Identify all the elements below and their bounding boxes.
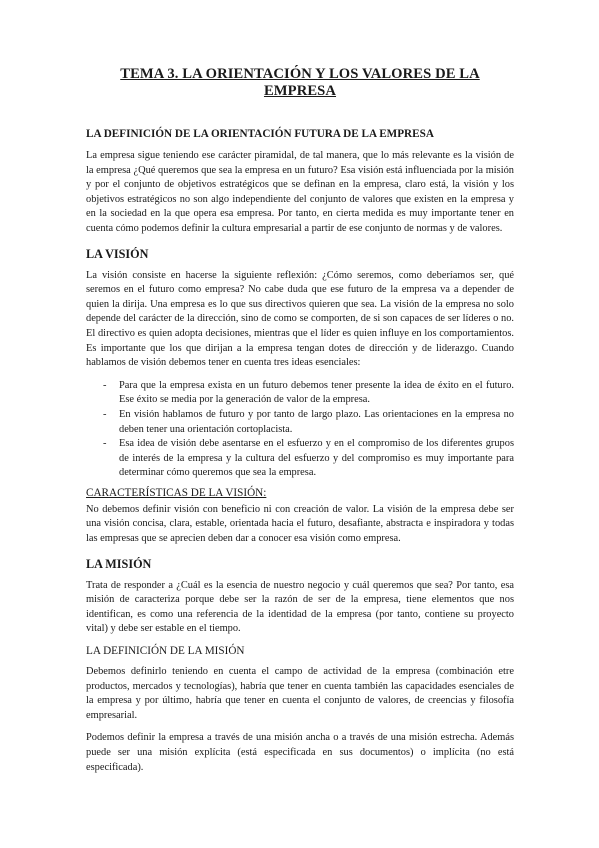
list-item <box>86 408 514 437</box>
paragraph-definicion-mision-1: Debemos definirlo teniendo en cuenta el campo de actividad de la empresa (combinación etre productos, mercados y tecnologías), habría que tener en cuenta también las capacidades esenciales de la empresa y por último, habría que tener en cuenta el conjunto de valores, de creencias y filosofía empresarial. <box>86 666 514 721</box>
list-item-text: Para que la empresa exista en un futuro debemos tener presente la idea de éxito en el futuro. Ese éxito se media por la generación de valor de la empresa. <box>119 379 514 406</box>
bullet-dash: - <box>103 438 107 450</box>
paragraph-definicion-futura: La empresa sigue teniendo ese carácter piramidal, de tal manera, que lo más relevante es la visión de la empresa ¿Qué queremos que sea la empresa en un futuro? Esa visión está influenciada por la misión y por el conjunto de objetivos estratégicos que se definan en la empresa, claro está, la visión y los objetivos estratégicos no son algo independiente del conjunto de valores que existen en la empresa y en la sociedad en la que opera esa empresa. Por tanto, en cierta medida es muy importante tener en cuenta cómo podemos definir la cultura empresarial a partir de ese conjunto de normas y de valores. <box>86 150 514 234</box>
vision-ideas-list <box>86 379 514 481</box>
section-heading-definicion-mision: LA DEFINICIÓN DE LA MISIÓN <box>86 645 245 658</box>
section-heading-definicion-futura: LA DEFINICIÓN DE LA ORIENTACIÓN FUTURA DE LA EMPRESA <box>86 128 434 140</box>
paragraph-caracteristicas: No debemos definir visión con beneficio ni con creación de valor. La visión de la empresa debe ser una visión concisa, clara, estable, orientada hacia el futuro, desafiante, abstracta e inspiradora y todas las empresas que se aprecien deben dar a conocer esa visión como empresa. <box>86 503 514 545</box>
list-item-text: En visión hablamos de futuro y por tanto de largo plazo. Las orientaciones en la empresa no deben tener una orientación cortoplacista. <box>119 408 514 435</box>
section-heading-caracteristicas: CARACTERÍSTICAS DE LA VISIÓN: <box>86 486 267 499</box>
list-item-text: Esa idea de visión debe asentarse en el esfuerzo y en el compromiso de los diferentes grupos de interés de la empresa y la cultura del esfuerzo y del compromiso es muy importante para determinar cómo queremos que sea la empresa. <box>119 438 514 479</box>
section-heading-mision: LA MISIÓN <box>86 556 152 571</box>
list-item <box>86 379 514 408</box>
document-page <box>86 66 514 783</box>
bullet-dash: - <box>103 379 107 391</box>
paragraph-mision: Trata de responder a ¿Cuál es la esencia de nuestro negocio y cuál queremos que sea? Por tanto, esa misión de caracteriza porque debe ser la razón de ser de la empresa, tiene elementos que nos identifican, es como una referencia de la identidad de la empresa (por tanto, contiene su proyecto vital) y debe ser estable en el tiempo. <box>86 579 514 635</box>
section-heading-vision: LA VISIÓN <box>86 246 149 261</box>
paragraph-definicion-mision-2: Podemos definir la empresa a través de una misión ancha o a través de una misión estrecha. Además puede ser una misión explícita (está especificada en sus documentos) o implícita (no está especificada). <box>86 732 514 773</box>
document-title: TEMA 3. LA ORIENTACIÓN Y LOS VALORES DE LA EMPRESA <box>120 66 480 99</box>
bullet-dash: - <box>103 408 107 420</box>
paragraph-vision: La visión consiste en hacerse la siguiente reflexión: ¿Cómo seremos, como deberíamos ser, qué seremos en el futuro como empresa? No cabe duda que ese futuro de la empresa va a depender de quien la dirija. Una empresa es lo que sus directivos quieren que sea. La visión de la empresa no solo depende del carácter de la dirección, sino de como se comporten, de si son capaces de ser líderes o no. El directivo es quien adopta decisiones, mientras que el líder es quien influye en los comportamientos. Es importante que los que dirijan a la empresa tengan dotes de dirección y de liderazgo. Cuando hablamos de visión debemos tener en cuenta tres ideas esenciales: <box>86 269 514 369</box>
list-item <box>86 437 514 481</box>
